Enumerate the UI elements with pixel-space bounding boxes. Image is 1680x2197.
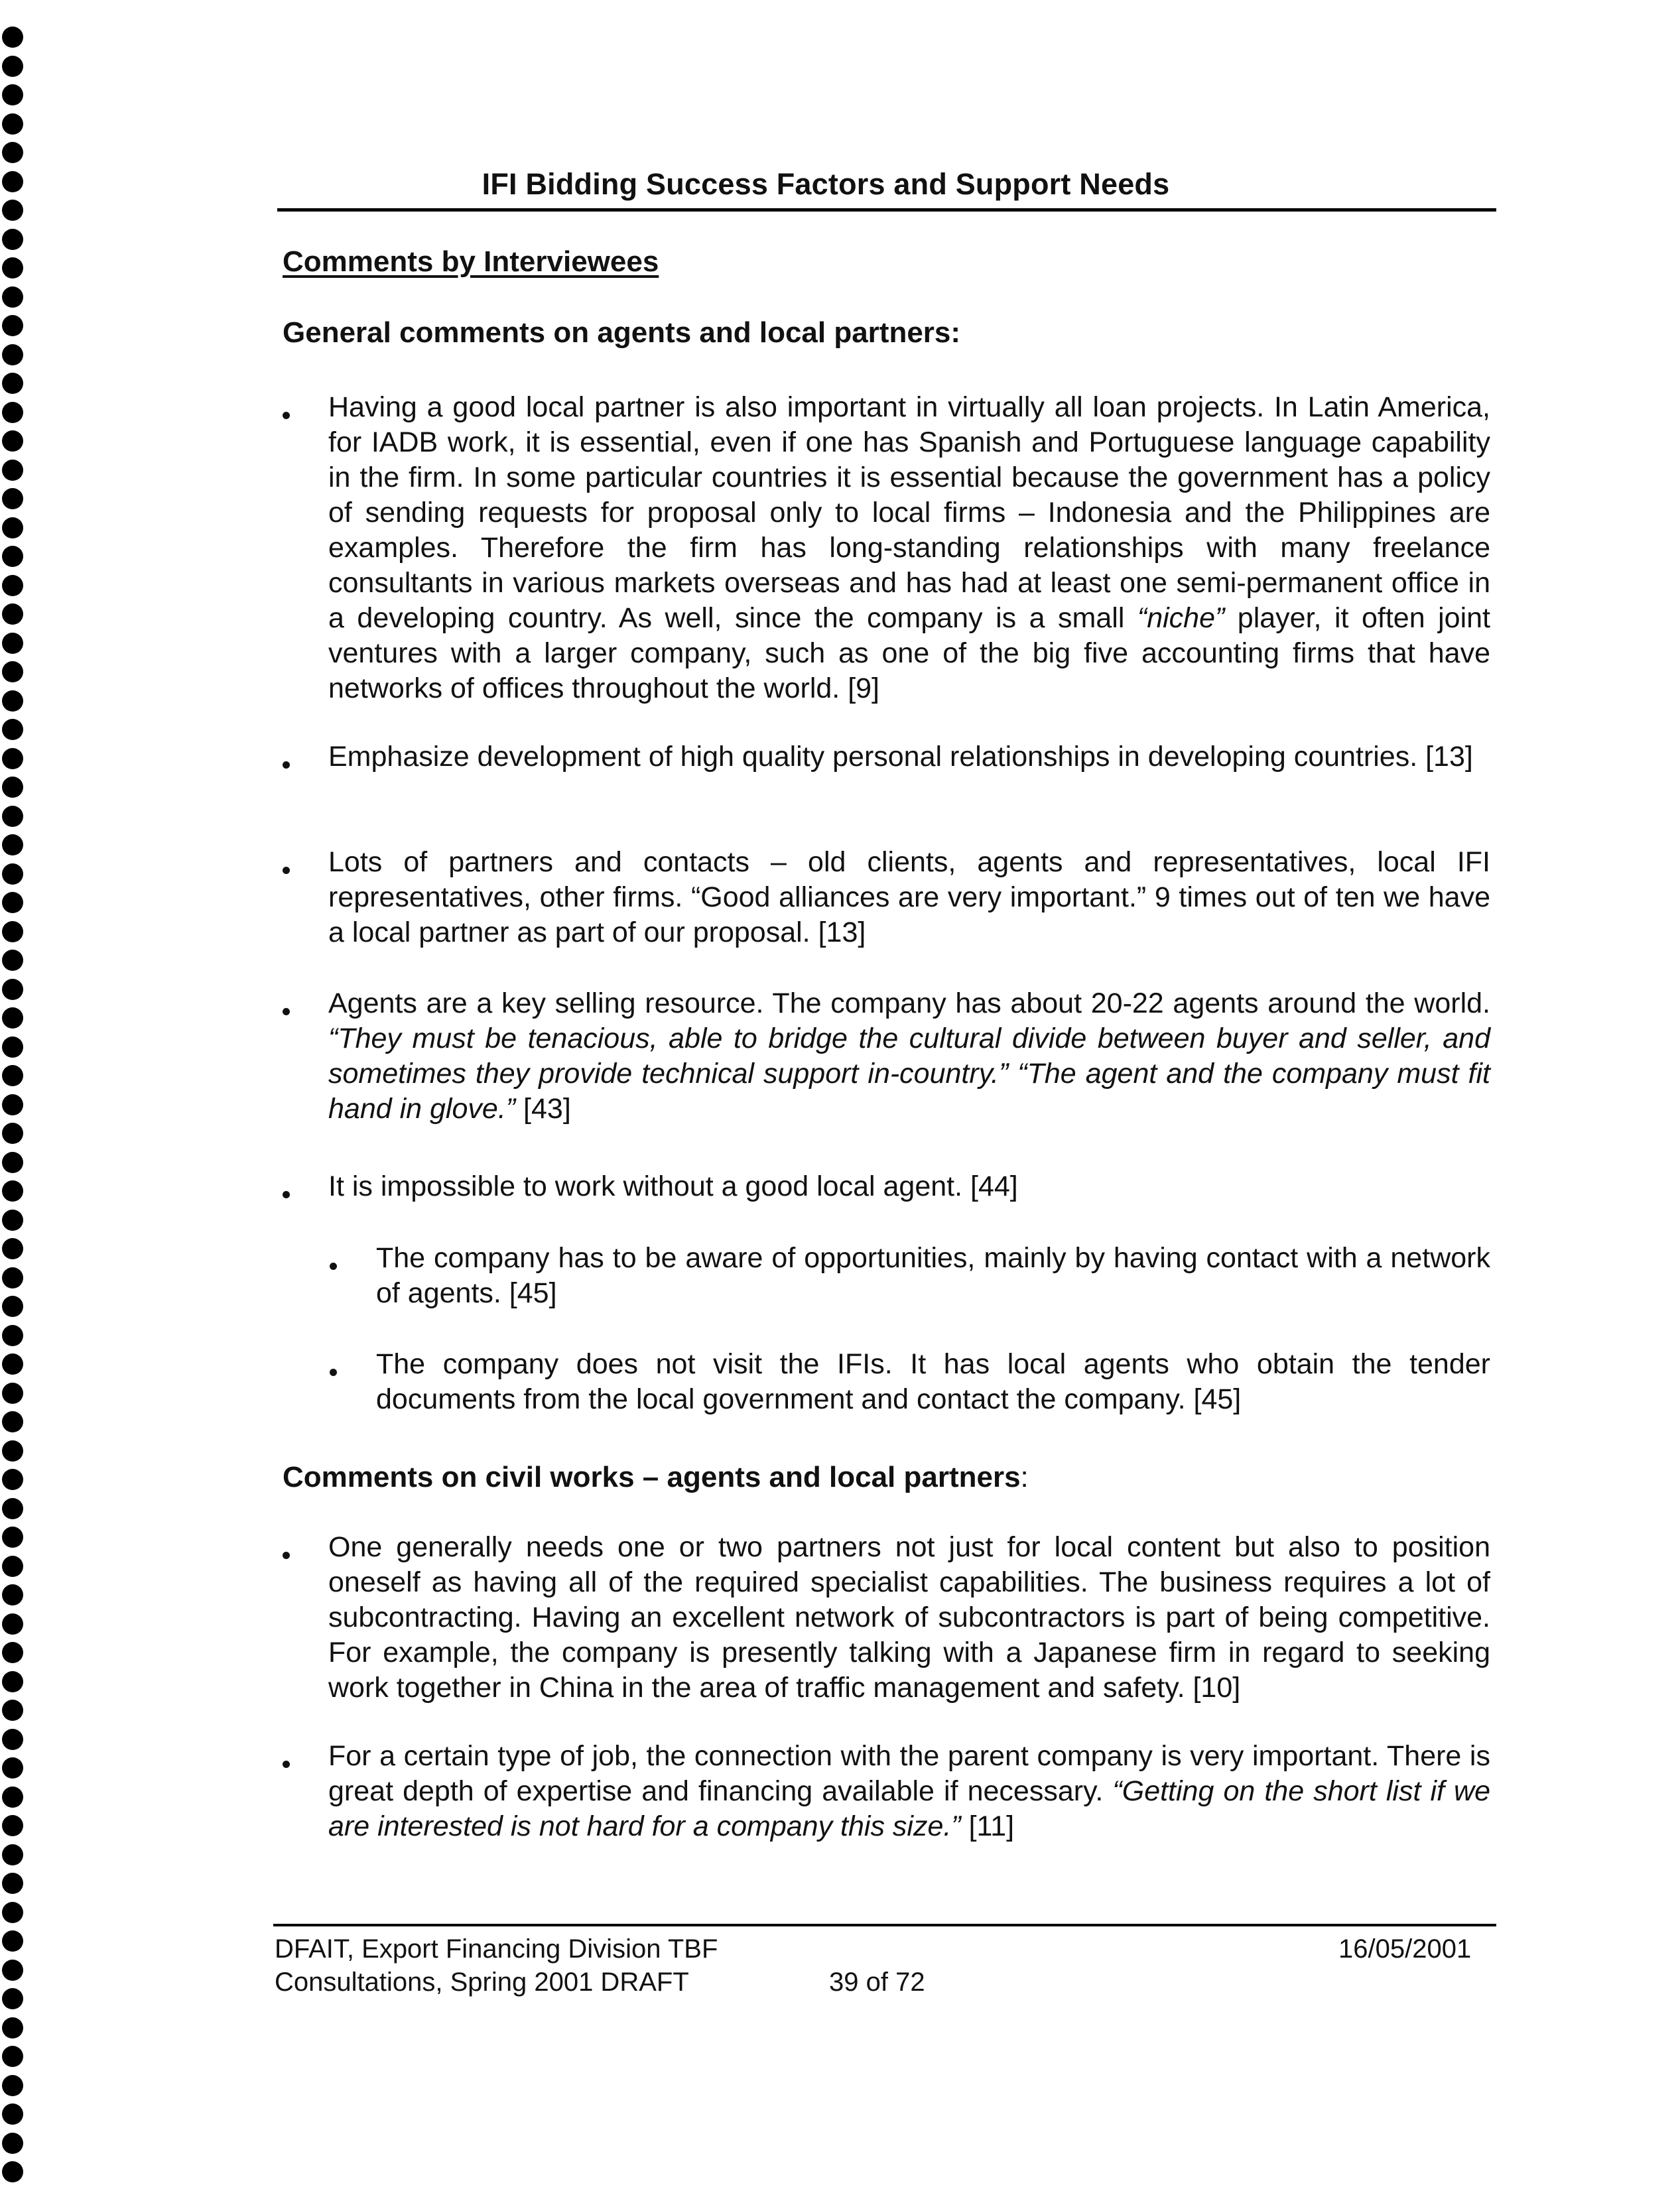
list-item xyxy=(328,1169,1490,1204)
item-text: [11] xyxy=(960,1810,1015,1842)
item-quote-text: “They must be tenacious, able to bridge the cultural divide between buyer and seller, and sometimes they provide technical support in-country.” “The agent and the company must fit hand in glove.” xyxy=(328,1023,1490,1125)
bullet-marker xyxy=(330,1369,337,1376)
list-item xyxy=(376,1347,1490,1417)
footer-line-2: Consultations, Spring 2001 DRAFT xyxy=(275,1968,689,1997)
bullet-marker xyxy=(283,1191,290,1198)
footer-date: 16/05/2001 xyxy=(1338,1934,1472,1964)
footer-page-number: 39 of 72 xyxy=(829,1968,925,1997)
item-text: It is impossible to work without a good local agent. [44] xyxy=(328,1170,1018,1202)
list-item xyxy=(328,390,1490,706)
section-heading: Comments by Interviewees xyxy=(283,245,659,278)
bullet-marker xyxy=(330,1263,337,1270)
item-text: Lots of partners and contacts – old clients, agents and representatives, local IFI representatives, other firms. “Good alliances are very important.” 9 times out of ten we have a local partner as part of our proposal. [13] xyxy=(328,846,1490,948)
group-heading-civil-works: Comments on civil works – agents and local partners: xyxy=(283,1461,1029,1493)
item-text: One generally needs one or two partners not just for local content but also to position oneself as having all of the required specialist capabilities. The business requires a lot of subcontracting. Having an excellent network of subcontractors is part of being competitive. For example, the company is presently talking with a Japanese firm in regard to seeking work together in China in the area of traffic management and safety. [10] xyxy=(328,1531,1490,1704)
item-text: [43] xyxy=(515,1093,571,1125)
item-text: player, it often joint ventures with a larger company, such as one of the big five accounting firms that have networks of offices throughout the world. [9] xyxy=(328,602,1490,704)
header-rule xyxy=(277,208,1496,212)
item-quote-text: “niche” xyxy=(1137,602,1225,634)
list-item xyxy=(328,845,1490,950)
item-text: Agents are a key selling resource. The company has about 20-22 agents around the world. xyxy=(328,987,1490,1019)
list-item xyxy=(376,1241,1490,1311)
item-quote-text: “Getting on the short list if we are interested is not hard for a company this size.” xyxy=(328,1775,1491,1842)
bullet-marker xyxy=(283,867,290,874)
bullet-marker xyxy=(283,761,290,769)
bullet-marker xyxy=(283,1761,290,1768)
item-text: Having a good local partner is also important in virtually all loan projects. In Latin America, for IADB work, it is essential, even if one has Spanish and Portuguese language capability in the firm. In some particular countries it is essential because the government has a policy of sending requests for proposal only to local firms – Indonesia and the Philippines are examples. Therefore the firm has long-standing relationships with many freelance consultants in various markets overseas and has had at least one semi-permanent office in a developing country. As well, since the company is a small xyxy=(328,391,1490,634)
item-text: The company does not visit the IFIs. It has local agents who obtain the tender documents from the local government and contact the company. [45] xyxy=(376,1348,1490,1415)
list-item xyxy=(328,1739,1490,1844)
list-item xyxy=(328,1530,1490,1706)
list-item xyxy=(328,986,1490,1127)
bullet-marker xyxy=(283,412,290,419)
footer-line-1: DFAIT, Export Financing Division TBF xyxy=(275,1934,718,1964)
item-text: The company has to be aware of opportunities, mainly by having contact with a network of agents. [45] xyxy=(376,1242,1490,1309)
page-header-title: IFI Bidding Success Factors and Support Needs xyxy=(482,167,1170,201)
bullet-marker xyxy=(283,1008,290,1015)
list-item xyxy=(328,739,1490,775)
item-text: Emphasize development of high quality personal relationships in developing countries. [13] xyxy=(328,741,1473,773)
group-heading-general: General comments on agents and local partners: xyxy=(283,316,961,349)
item-text: For a certain type of job, the connection with the parent company is very important. There is great depth of expertise and financing available if necessary. xyxy=(328,1740,1490,1807)
bullet-marker xyxy=(283,1552,290,1559)
footer-rule xyxy=(273,1924,1496,1926)
